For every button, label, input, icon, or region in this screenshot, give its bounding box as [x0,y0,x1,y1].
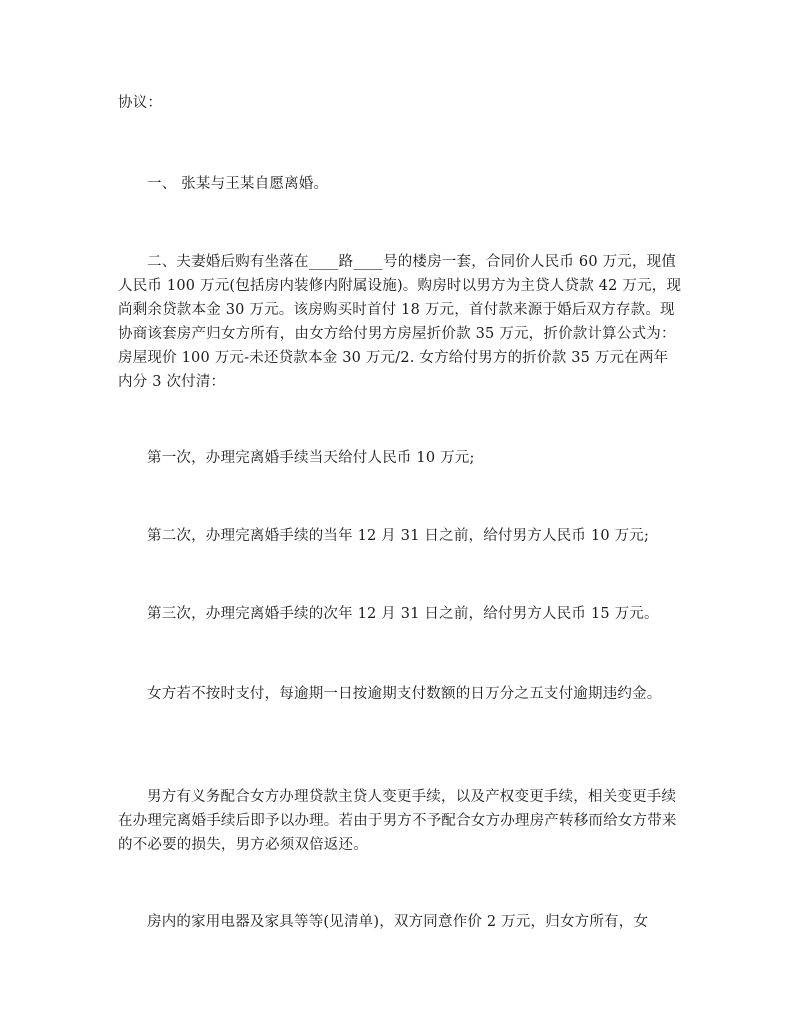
document-heading: 协议： [118,95,163,111]
clause-2: 二、夫妻婚后购有坐落在____路____号的楼房一套，合同价人民币 60 万元，现值人民币 100 万元(包括房内装修内附属设施)。购房时以男方为主贷人贷款 42 万元，现尚剩余贷款本金 30 万元。该房购买时首付 18 万元，首付款来源于婚后双方存款。现协商该套房产归女方所有，由女方给付男方房屋折价款 35 万元，折价款计算公式为：房屋现价 100 万元-未还贷款本金 30 万元/2. 女方给付男方的折价款 35 万元在两年内分 3 次付清： [118,254,682,390]
payment-first: 第一次，办理完离婚手续当天给付人民币 10 万元; [147,450,475,466]
late-payment-clause: 女方若不按时支付，每逾期一日按逾期支付数额的日万分之五支付逾期违约金。 [147,686,662,702]
household-items-clause: 房内的家用电器及家具等等(见清单)，双方同意作价 2 万元，归女方所有，女 [147,914,649,930]
payment-second: 第二次，办理完离婚手续的当年 12 月 31 日之前，给付男方人民币 10 万元; [147,528,650,544]
payment-third: 第三次，办理完离婚手续的次年 12 月 31 日之前，给付男方人民币 15 万元。 [147,606,659,622]
clause-1: 一、 张某与王某自愿离婚。 [147,176,329,192]
transfer-cooperation-clause: 男方有义务配合女方办理贷款主贷人变更手续，以及产权变更手续，相关变更手续在办理完离婚手续后即予以办理。若由于男方不予配合女方办理房产转移而给女方带来的不必要的损失，男方必须双倍返还。 [118,789,677,853]
